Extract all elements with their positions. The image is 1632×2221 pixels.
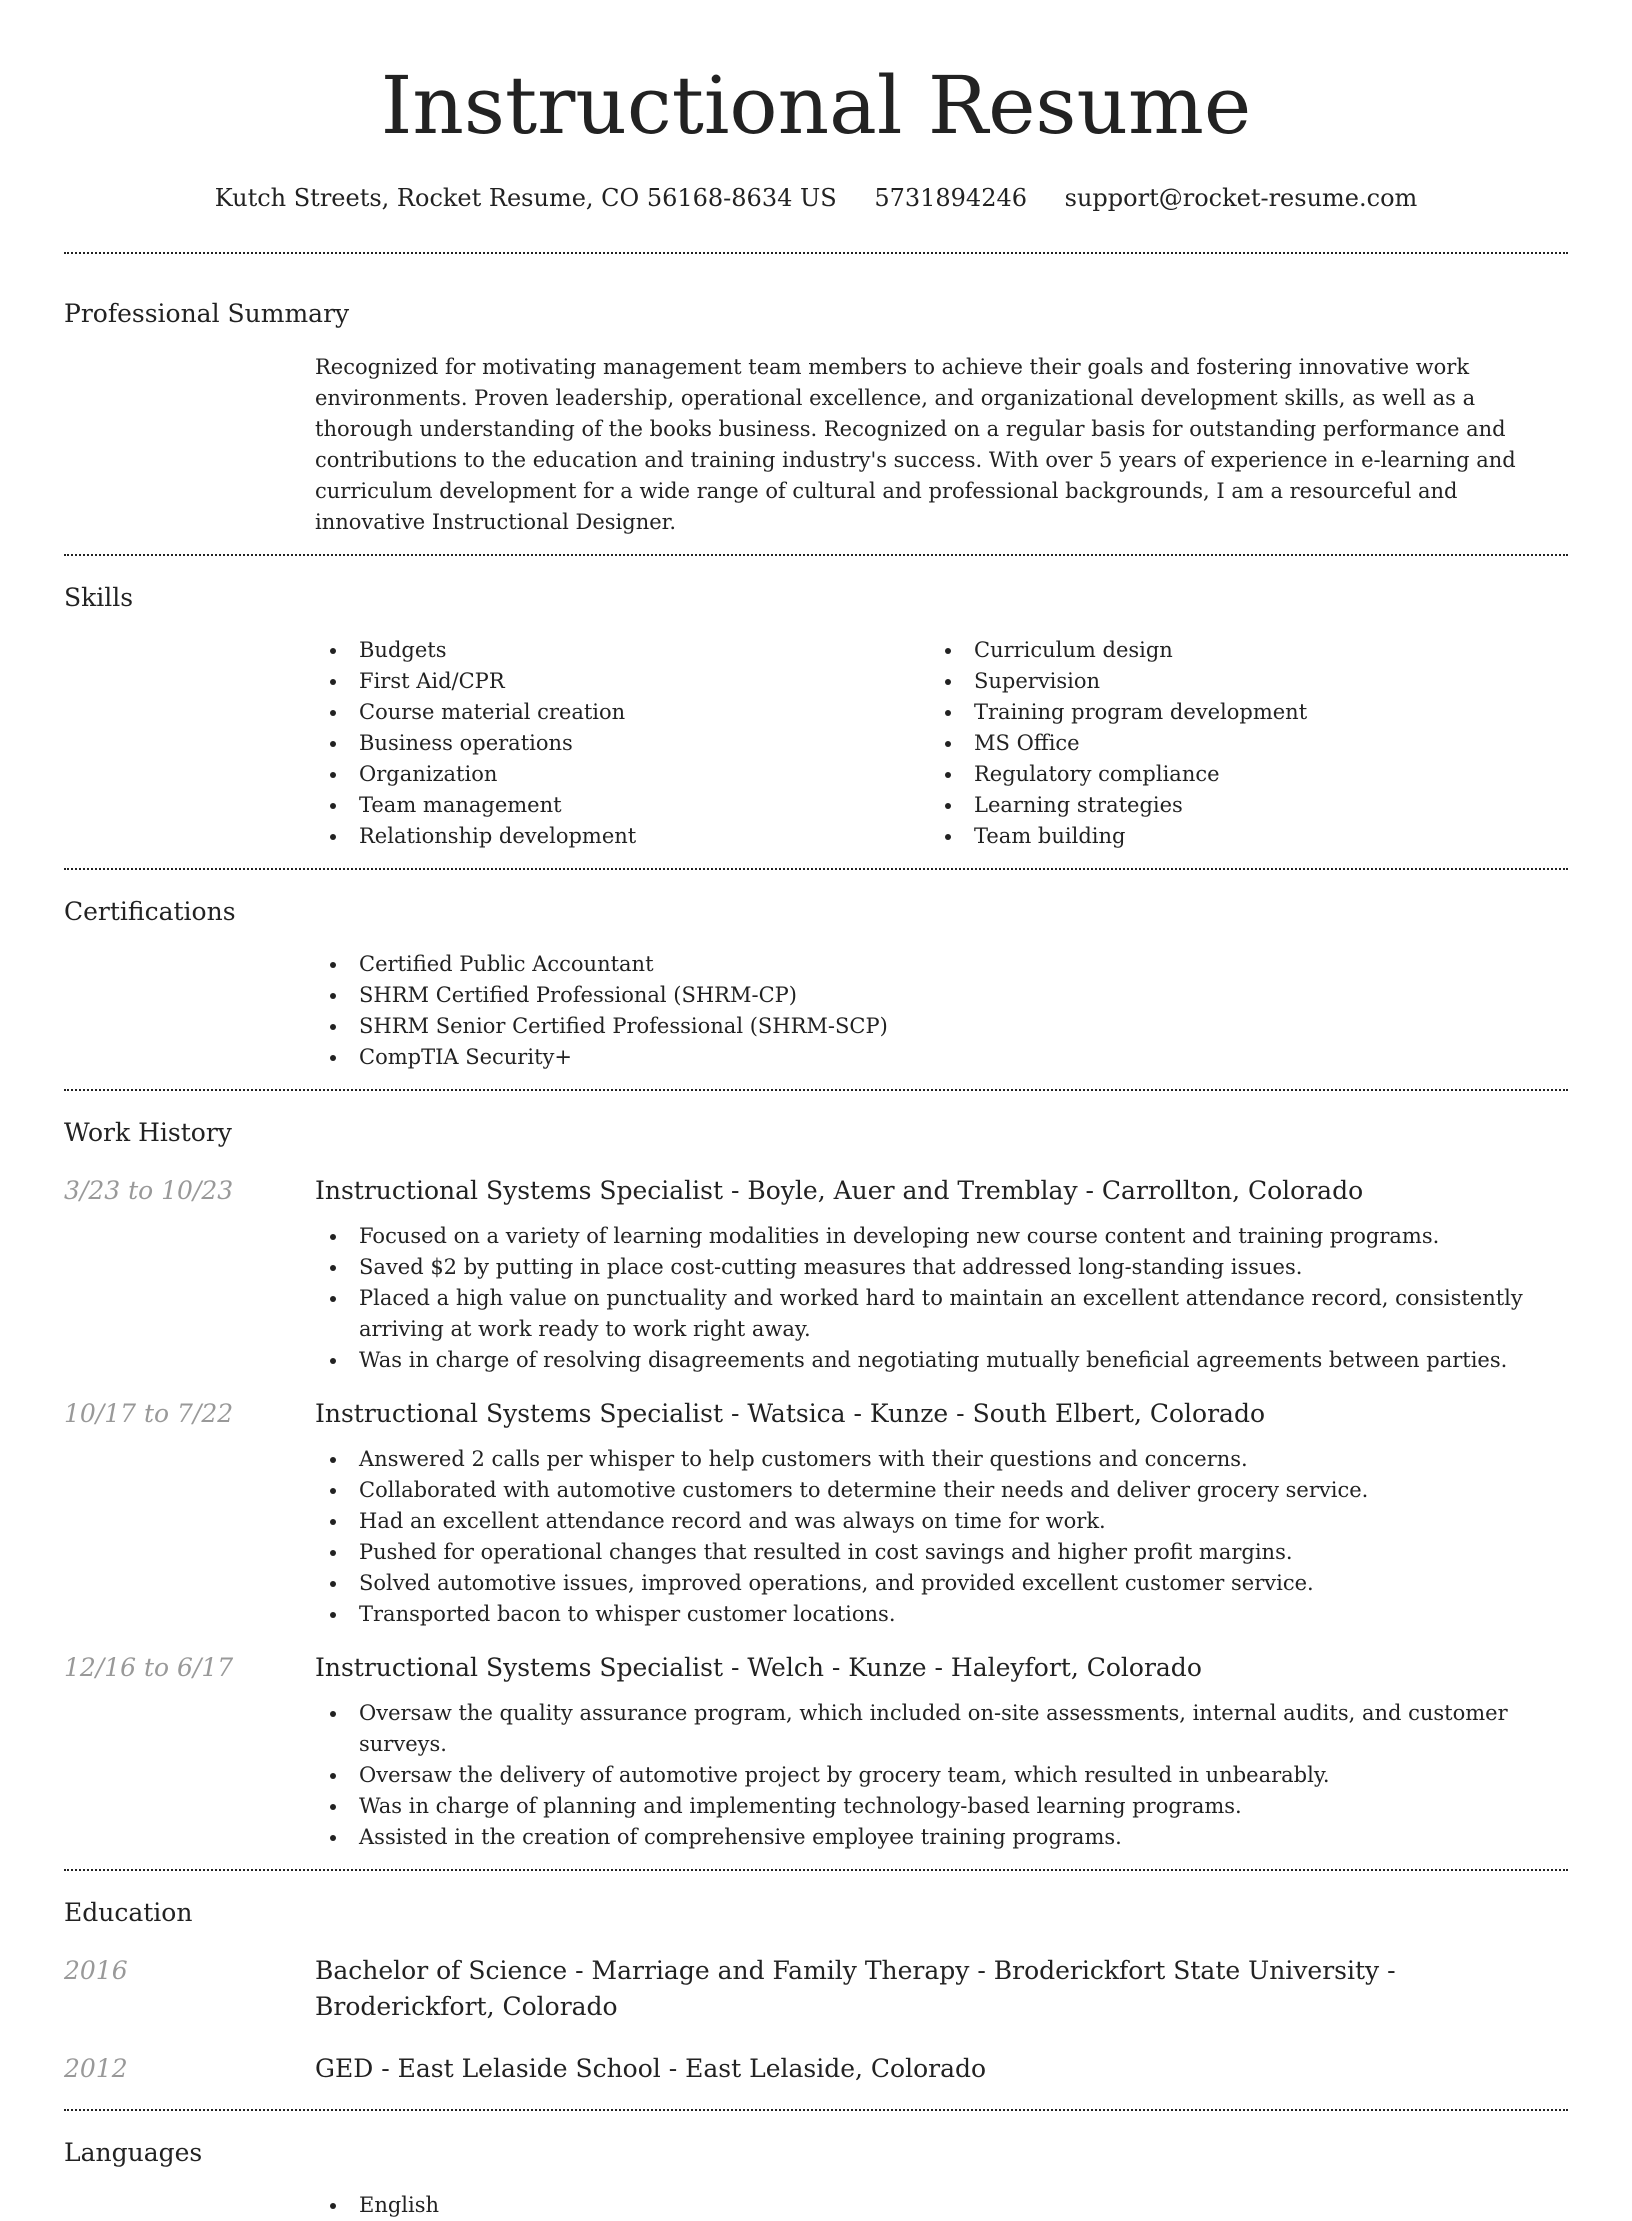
list-item: Curriculum design [930,635,1545,666]
certifications-list [315,949,1568,1073]
education-heading: Education [64,1898,193,1927]
list-item: SHRM Certified Professional (SHRM-CP) [315,980,1568,1011]
job-entry [64,1650,1568,1853]
contact-email: support@rocket-resume.com [1064,184,1418,212]
list-item: Was in charge of planning and implementing technology-based learning programs. [315,1791,1568,1822]
contact-line [64,180,1568,216]
list-item: Oversaw the delivery of automotive project by grocery team, which resulted in unbearably. [315,1760,1568,1791]
list-item: Team management [315,790,930,821]
list-item: Had an excellent attendance record and was always on time for work. [315,1506,1568,1537]
education-entry [64,2051,1568,2087]
job-bullets [315,1444,1568,1630]
list-item: Pushed for operational changes that resulted in cost savings and higher profit margins. [315,1537,1568,1568]
list-item: Answered 2 calls per whisper to help customers with their questions and concerns. [315,1444,1568,1475]
summary-heading: Professional Summary [64,299,350,328]
list-item: English [315,2190,1568,2221]
summary-text: Recognized for motivating management team members to achieve their goals and fostering innovative work environments. Proven leadership, operational excellence, and organizational development skills, as well as a thorough understanding of the books business. Recognized on a regular basis for outstanding performance and contributions to the education and training industry's success. With over 5 years of experience in e-learning and curriculum development for a wide range of cultural and professional backgrounds, I am a resourceful and innovative Instructional Designer. [315,355,1516,534]
job-title: Instructional Systems Specialist - Welch - Kunze - Haleyfort, Colorado [315,1653,1202,1682]
job-title: Instructional Systems Specialist - Watsica - Kunze - South Elbert, Colorado [315,1399,1266,1428]
languages-list [315,2190,1568,2221]
skills-list [315,635,1568,852]
list-item: Course material creation [315,697,930,728]
list-item: Assisted in the creation of comprehensive employee training programs. [315,1822,1568,1853]
education-date: 2016 [64,1956,128,1985]
resume-title: Instructional Resume [380,59,1252,152]
list-item: Collaborated with automotive customers to determine their needs and deliver grocery service. [315,1475,1568,1506]
job-date: 10/17 to 7/22 [64,1399,234,1428]
list-item: Oversaw the quality assurance program, which included on-site assessments, internal audits, and customer surveys. [315,1698,1568,1760]
list-item: CompTIA Security+ [315,1042,1568,1073]
list-item: Team building [930,821,1545,852]
resume-page [64,0,1568,2221]
contact-phone: 5731894246 [874,184,1028,212]
contact-address: Kutch Streets, Rocket Resume, CO 56168-8634 US [214,184,837,212]
education-date: 2012 [64,2054,128,2083]
list-item: Organization [315,759,930,790]
list-item: Training program development [930,697,1545,728]
education-degree: GED - East Lelaside School - East Lelaside, Colorado [315,2054,987,2083]
skills-column-right [930,635,1545,852]
list-item: Certified Public Accountant [315,949,1568,980]
section-divider [64,1089,1568,1091]
list-item: Saved $2 by putting in place cost-cutting measures that addressed long-standing issues. [315,1252,1568,1283]
job-date: 12/16 to 6/17 [64,1653,234,1682]
job-entry [64,1173,1568,1376]
job-bullets [315,1221,1568,1376]
list-item: Learning strategies [930,790,1545,821]
section-divider [64,2109,1568,2111]
list-item: First Aid/CPR [315,666,930,697]
list-item: Was in charge of resolving disagreements and negotiating mutually beneficial agreements between parties. [315,1345,1568,1376]
education-degree: Bachelor of Science - Marriage and Family Therapy - Broderickfort State University - Broderickfort, Colorado [315,1956,1396,2021]
education-entry [64,1953,1568,2025]
list-item: Business operations [315,728,930,759]
job-entry [64,1396,1568,1630]
skills-column-left [315,635,930,852]
list-item: Solved automotive issues, improved operations, and provided excellent customer service. [315,1568,1568,1599]
section-divider [64,1869,1568,1871]
list-item: Regulatory compliance [930,759,1545,790]
list-item: Relationship development [315,821,930,852]
list-item: Placed a high value on punctuality and worked hard to maintain an excellent attendance record, consistently arriving at work ready to work right away. [315,1283,1568,1345]
list-item: Supervision [930,666,1545,697]
list-item: MS Office [930,728,1545,759]
work-history-heading: Work History [64,1118,232,1147]
list-item: Transported bacon to whisper customer locations. [315,1599,1568,1630]
job-bullets [315,1698,1568,1853]
section-divider [64,252,1568,254]
job-date: 3/23 to 10/23 [64,1176,234,1205]
section-divider [64,868,1568,870]
languages-heading: Languages [64,2138,203,2167]
certifications-heading: Certifications [64,897,236,926]
list-item: Budgets [315,635,930,666]
list-item: Focused on a variety of learning modalities in developing new course content and training programs. [315,1221,1568,1252]
list-item: SHRM Senior Certified Professional (SHRM-SCP) [315,1011,1568,1042]
job-title: Instructional Systems Specialist - Boyle, Auer and Tremblay - Carrollton, Colorado [315,1176,1364,1205]
section-divider [64,554,1568,556]
skills-heading: Skills [64,583,134,612]
